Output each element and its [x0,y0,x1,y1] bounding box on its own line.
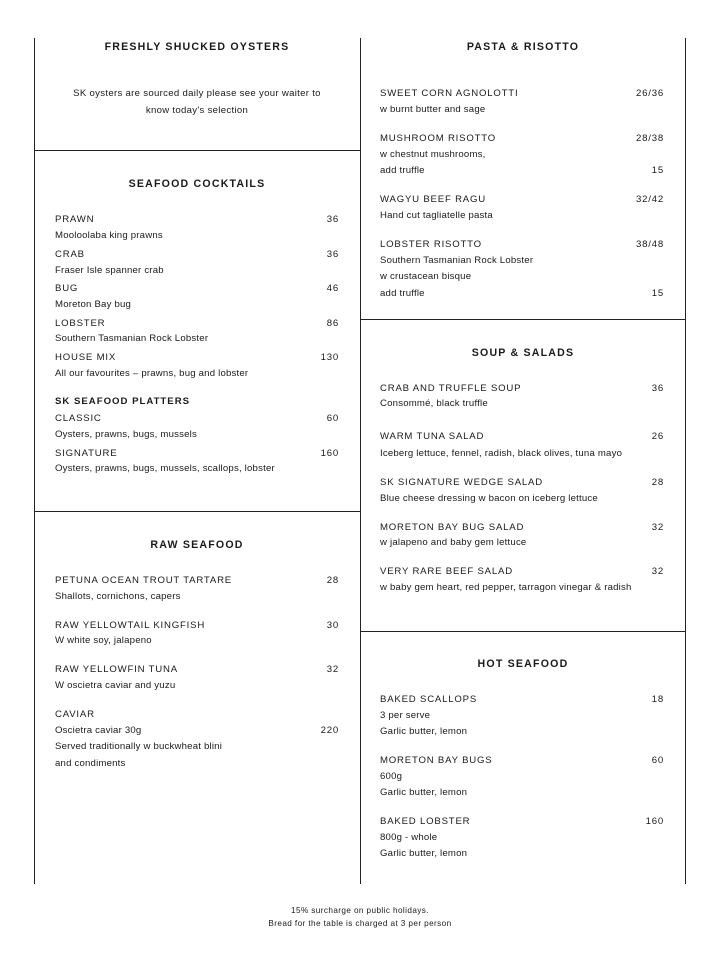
item-price: 36 [651,383,664,394]
item-name: MORETON BAY BUG SALAD [380,522,525,533]
item-desc: Garlic butter, lemon [380,726,468,737]
item-name: WAGYU BEEF RAGU [380,194,486,205]
item-price: 32 [326,664,339,675]
item-price: 46 [326,283,339,294]
menu-item-mushroom-risotto [380,132,664,145]
hot-heading: HOT SEAFOOD [477,658,569,670]
item-name: LOBSTER RISOTTO [380,239,482,250]
center-divider [360,38,361,884]
item-name: MORETON BAY BUGS [380,755,493,766]
menu-item-tuna-salad [380,430,664,443]
item-desc: Served traditionally w buckwheat blini [55,741,223,752]
item-price: 220 [320,725,339,736]
item-desc: Garlic butter, lemon [380,787,468,798]
item-desc: Oscietra caviar 30g [55,725,142,736]
item-name: RAW YELLOWFIN TUNA [55,664,178,675]
item-desc: Southern Tasmanian Rock Lobster [380,255,534,266]
menu-item-caviar [55,708,339,721]
item-desc: w burnt butter and sage [380,104,486,115]
oysters-note-line2: know today's selection [145,105,249,116]
item-desc: All our favourites – prawns, bug and lobster [55,368,249,379]
item-name: CRAB AND TRUFFLE SOUP [380,383,522,394]
menu-item-bug-salad [380,521,664,534]
menu-item-kingfish [55,619,339,632]
menu-item-trout-tartare [55,574,339,587]
menu-item-yellowfin-tuna [55,663,339,676]
item-desc: Garlic butter, lemon [380,848,468,859]
right-border [685,38,686,884]
item-desc: 3 per serve [380,710,431,721]
item-desc: w jalapeno and baby gem lettuce [380,537,527,548]
item-name: BAKED LOBSTER [380,816,471,827]
item-name: HOUSE MIX [55,352,117,363]
item-desc: Oysters, prawns, bugs, mussels [55,429,197,440]
menu-item-signature [55,447,339,460]
item-desc: Iceberg lettuce, fennel, radish, black olives, tuna mayo [380,448,623,459]
item-desc: Moreton Bay bug [55,299,132,310]
footer-bread-note: Bread for the table is charged at 3 per person [268,919,452,928]
item-price: 60 [326,413,339,424]
left-divider-2 [34,511,360,512]
menu-item-prawn [55,213,339,226]
item-name: SK SIGNATURE WEDGE SALAD [380,477,543,488]
item-price: 160 [320,448,339,459]
item-price: 28/38 [635,133,664,144]
right-divider-1 [360,319,686,320]
item-desc: Shallots, cornichons, capers [55,591,181,602]
addon-label: add truffle [380,288,425,299]
item-name: SIGNATURE [55,448,118,459]
item-desc: Blue cheese dressing w bacon on iceberg lettuce [380,493,598,504]
addon-price: 15 [651,165,664,176]
right-divider-2 [360,631,686,632]
caviar-detail-row [55,724,339,737]
item-desc: W oscietra caviar and yuzu [55,680,176,691]
platters-heading: SK SEAFOOD PLATTERS [55,396,191,407]
item-desc: w crustacean bisque [380,271,472,282]
menu-item-bugs [380,754,664,767]
item-price: 36 [326,214,339,225]
item-name: PETUNA OCEAN TROUT TARTARE [55,575,232,586]
item-name: SWEET CORN AGNOLOTTI [380,88,519,99]
addon-truffle-row [380,287,664,300]
pasta-heading: PASTA & RISOTTO [466,41,580,53]
item-name: LOBSTER [55,318,106,329]
menu-item-wedge-salad [380,476,664,489]
item-name: VERY RARE BEEF SALAD [380,566,513,577]
menu-item-bug [55,282,339,295]
item-price: 26/36 [635,88,664,99]
item-name: CRAB [55,249,85,260]
item-price: 38/48 [635,239,664,250]
item-name: MUSHROOM RISOTTO [380,133,497,144]
left-divider-1 [34,150,360,151]
item-price: 86 [326,318,339,329]
menu-item-baked-lobster [380,815,664,828]
addon-truffle-row [380,164,664,177]
item-desc: Oysters, prawns, bugs, mussels, scallops, lobster [55,463,275,474]
item-price: 32 [651,522,664,533]
raw-heading: RAW SEAFOOD [150,539,244,551]
item-price: 160 [645,816,664,827]
item-price: 26 [651,431,664,442]
item-desc: w baby gem heart, red pepper, tarragon vinegar & radish [380,582,632,593]
item-name: BAKED SCALLOPS [380,694,478,705]
oysters-heading: FRESHLY SHUCKED OYSTERS [104,41,290,53]
item-price: 28 [651,477,664,488]
menu-item-wagyu-ragu [380,193,664,206]
item-desc: Mooloolaba king prawns [55,230,163,241]
item-desc: W white soy, jalapeno [55,635,152,646]
menu-item-lobster [55,317,339,330]
item-name: CLASSIC [55,413,102,424]
menu-item-scallops [380,693,664,706]
item-name: WARM TUNA SALAD [380,431,485,442]
item-desc: Southern Tasmanian Rock Lobster [55,333,209,344]
item-name: RAW YELLOWTAIL KINGFISH [55,620,206,631]
item-price: 18 [651,694,664,705]
item-name: BUG [55,283,79,294]
menu-item-house-mix [55,351,339,364]
menu-item-crab [55,248,339,261]
item-desc: 800g - whole [380,832,438,843]
item-desc: Fraser Isle spanner crab [55,265,164,276]
item-name: CAVIAR [55,709,95,720]
item-price: 32 [651,566,664,577]
item-desc: Hand cut tagliatelle pasta [380,210,493,221]
menu-item-crab-soup [380,382,664,395]
item-desc: w chestnut mushrooms, [380,149,486,160]
menu-item-beef-salad [380,565,664,578]
footer-surcharge: 15% surcharge on public holidays. [291,906,429,915]
addon-label: add truffle [380,165,425,176]
soup-heading: SOUP & SALADS [471,347,575,359]
menu-item-lobster-risotto [380,238,664,251]
item-price: 28 [326,575,339,586]
menu-item-agnolotti [380,87,664,100]
item-desc: Consommé, black truffle [380,398,488,409]
item-price: 60 [651,755,664,766]
item-price: 130 [320,352,339,363]
item-price: 32/42 [635,194,664,205]
item-price: 36 [326,249,339,260]
addon-price: 15 [651,288,664,299]
left-border [34,38,35,884]
oysters-note-line1: SK oysters are sourced daily please see your waiter to [73,88,321,99]
item-price: 30 [326,620,339,631]
menu-item-classic [55,412,339,425]
item-desc: and condiments [55,758,126,769]
item-name: PRAWN [55,214,95,225]
cocktails-heading: SEAFOOD COCKTAILS [128,178,266,190]
item-desc: 600g [380,771,403,782]
